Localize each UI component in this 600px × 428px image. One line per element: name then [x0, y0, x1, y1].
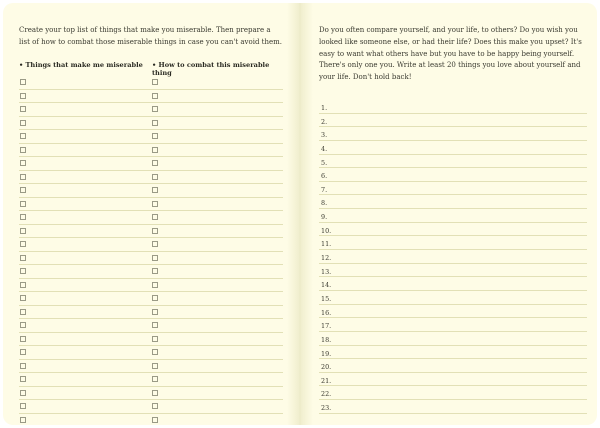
list-number: 22.	[321, 390, 332, 399]
miserable-checkbox[interactable]	[20, 336, 26, 342]
list-item[interactable]	[319, 291, 587, 305]
list-number: 9.	[321, 213, 328, 222]
table-row	[19, 373, 283, 387]
list-number: 8.	[321, 199, 328, 208]
combat-checkbox[interactable]	[152, 133, 158, 139]
list-number: 12.	[321, 254, 332, 263]
list-number: 6.	[321, 172, 328, 181]
right-intro-text: Do you often compare yourself, and your life, to others? Do you wish you looked like someone else, or had their life? Does this make you upset? It's easy to want what others have but you have to be happy being yourself. There's only one you. Write at least 20 things you love about yourself and your life. Don't hold back!	[319, 26, 582, 82]
list-item[interactable]	[319, 100, 587, 114]
list-number: 13.	[321, 267, 332, 276]
miserable-checkbox[interactable]	[20, 228, 26, 234]
miserable-checkbox[interactable]	[20, 255, 26, 261]
combat-checkbox[interactable]	[152, 214, 158, 220]
table-row	[19, 292, 283, 306]
combat-checkbox[interactable]	[152, 309, 158, 315]
list-number: 11.	[321, 240, 332, 249]
checklist-rows	[19, 76, 283, 425]
list-item[interactable]	[319, 223, 587, 237]
list-item[interactable]	[319, 332, 587, 346]
combat-checkbox[interactable]	[152, 403, 158, 409]
table-row	[19, 76, 283, 90]
list-item[interactable]	[319, 127, 587, 141]
list-item[interactable]	[319, 400, 587, 414]
list-number: 17.	[321, 322, 332, 331]
miserable-checkbox[interactable]	[20, 214, 26, 220]
miserable-checkbox[interactable]	[20, 187, 26, 193]
combat-checkbox[interactable]	[152, 363, 158, 369]
combat-checkbox[interactable]	[152, 201, 158, 207]
table-row	[19, 306, 283, 320]
combat-checkbox[interactable]	[152, 255, 158, 261]
table-row	[19, 414, 283, 426]
list-number: 16.	[321, 308, 332, 317]
book-gutter	[287, 3, 313, 425]
list-item[interactable]	[319, 182, 587, 196]
miserable-checkbox[interactable]	[20, 79, 26, 85]
combat-checkbox[interactable]	[152, 336, 158, 342]
combat-checkbox[interactable]	[152, 417, 158, 423]
combat-checkbox[interactable]	[152, 174, 158, 180]
list-item[interactable]	[319, 155, 587, 169]
combat-checkbox[interactable]	[152, 322, 158, 328]
list-item[interactable]	[319, 305, 587, 319]
list-number: 7.	[321, 185, 328, 194]
combat-checkbox[interactable]	[152, 79, 158, 85]
col1-header: • Things that make me miserable	[19, 61, 143, 69]
miserable-checkbox[interactable]	[20, 174, 26, 180]
combat-checkbox[interactable]	[152, 295, 158, 301]
list-number: 2.	[321, 117, 328, 126]
column-headers	[19, 61, 283, 77]
miserable-checkbox[interactable]	[20, 322, 26, 328]
list-number: 4.	[321, 144, 328, 153]
table-row	[19, 117, 283, 131]
miserable-checkbox[interactable]	[20, 93, 26, 99]
list-item[interactable]	[319, 318, 587, 332]
list-item[interactable]	[319, 209, 587, 223]
list-item[interactable]	[319, 195, 587, 209]
miserable-checkbox[interactable]	[20, 268, 26, 274]
combat-checkbox[interactable]	[152, 349, 158, 355]
list-item[interactable]	[319, 359, 587, 373]
miserable-checkbox[interactable]	[20, 241, 26, 247]
combat-checkbox[interactable]	[152, 120, 158, 126]
miserable-checkbox[interactable]	[20, 282, 26, 288]
list-item[interactable]	[319, 264, 587, 278]
miserable-checkbox[interactable]	[20, 295, 26, 301]
list-number: 15.	[321, 294, 332, 303]
notebook-spread	[3, 3, 597, 425]
combat-checkbox[interactable]	[152, 93, 158, 99]
combat-checkbox[interactable]	[152, 268, 158, 274]
table-row	[19, 265, 283, 279]
list-item[interactable]	[319, 250, 587, 264]
table-row	[19, 387, 283, 401]
table-row	[19, 90, 283, 104]
list-number: 21.	[321, 376, 332, 385]
list-item[interactable]	[319, 168, 587, 182]
list-item[interactable]	[319, 346, 587, 360]
table-row	[19, 211, 283, 225]
list-item[interactable]	[319, 373, 587, 387]
list-item[interactable]	[319, 386, 587, 400]
list-item[interactable]	[319, 277, 587, 291]
list-number: 14.	[321, 281, 332, 290]
numbered-list	[319, 100, 587, 414]
table-row	[19, 157, 283, 171]
col2-header: • How to combat this miserable thing	[152, 61, 270, 77]
table-row	[19, 346, 283, 360]
miserable-checkbox[interactable]	[20, 160, 26, 166]
miserable-checkbox[interactable]	[20, 403, 26, 409]
list-number: 20.	[321, 363, 332, 372]
table-row	[19, 130, 283, 144]
miserable-checkbox[interactable]	[20, 417, 26, 423]
table-row	[19, 198, 283, 212]
table-row	[19, 184, 283, 198]
miserable-checkbox[interactable]	[20, 376, 26, 382]
table-row	[19, 279, 283, 293]
table-row	[19, 103, 283, 117]
combat-checkbox[interactable]	[152, 187, 158, 193]
miserable-checkbox[interactable]	[20, 120, 26, 126]
miserable-checkbox[interactable]	[20, 201, 26, 207]
list-item[interactable]	[319, 236, 587, 250]
miserable-checkbox[interactable]	[20, 147, 26, 153]
miserable-checkbox[interactable]	[20, 349, 26, 355]
table-row	[19, 144, 283, 158]
miserable-checkbox[interactable]	[20, 106, 26, 112]
list-number: 1.	[321, 104, 328, 112]
list-number: 5.	[321, 158, 328, 167]
combat-checkbox[interactable]	[152, 241, 158, 247]
combat-checkbox[interactable]	[152, 106, 158, 112]
combat-checkbox[interactable]	[152, 228, 158, 234]
list-number: 23.	[321, 404, 332, 413]
left-intro-text: Create your top list of things that make you miserable. Then prepare a list of how to combat those miserable things in case you can't avoid them.	[19, 26, 282, 46]
table-row	[19, 171, 283, 185]
table-row	[19, 252, 283, 266]
right-page	[319, 25, 587, 413]
miserable-checkbox[interactable]	[20, 133, 26, 139]
table-row	[19, 333, 283, 347]
combat-checkbox[interactable]	[152, 376, 158, 382]
miserable-checkbox[interactable]	[20, 363, 26, 369]
miserable-checkbox[interactable]	[20, 390, 26, 396]
left-page	[19, 25, 283, 77]
list-number: 3.	[321, 131, 328, 140]
list-item[interactable]	[319, 141, 587, 155]
table-row	[19, 319, 283, 333]
table-row	[19, 238, 283, 252]
list-item[interactable]	[319, 114, 587, 128]
table-row	[19, 360, 283, 374]
table-row	[19, 225, 283, 239]
list-number: 10.	[321, 226, 332, 235]
combat-checkbox[interactable]	[152, 390, 158, 396]
list-number: 18.	[321, 335, 332, 344]
combat-checkbox[interactable]	[152, 160, 158, 166]
combat-checkbox[interactable]	[152, 282, 158, 288]
table-row	[19, 400, 283, 414]
combat-checkbox[interactable]	[152, 147, 158, 153]
miserable-checkbox[interactable]	[20, 309, 26, 315]
list-number: 19.	[321, 349, 332, 358]
